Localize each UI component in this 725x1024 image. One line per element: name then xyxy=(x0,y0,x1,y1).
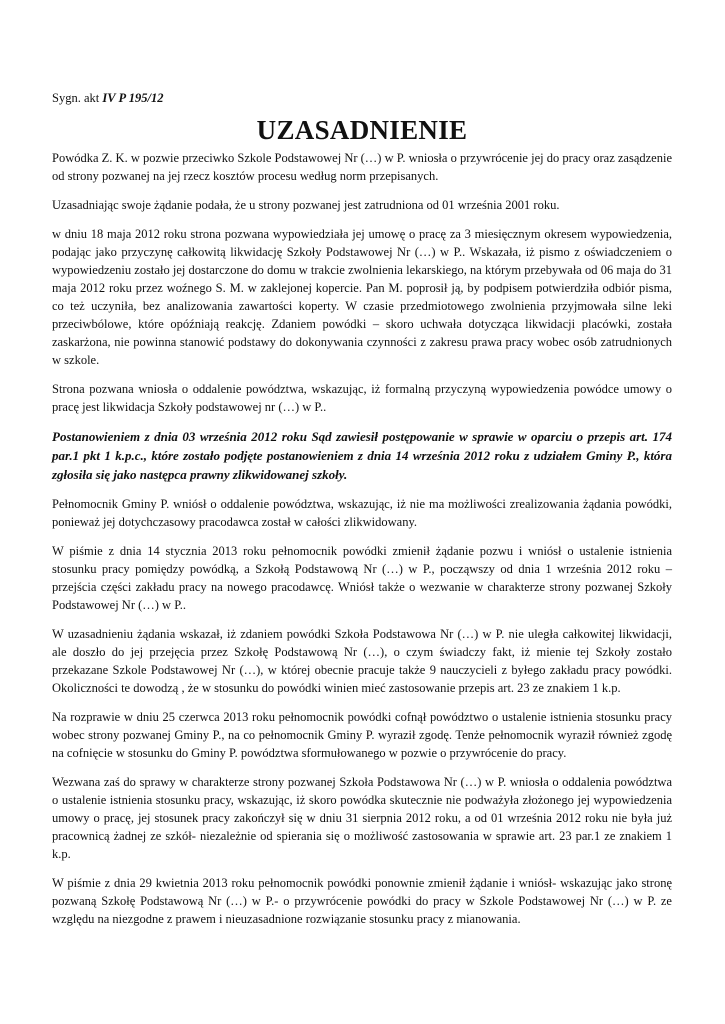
paragraph-termination: w dniu 18 maja 2012 roku strona pozwana wypowiedziała jej umowę o pracę za 3 miesięcznym okresem wypowiedzenia, podając jako przyczynę całkowitą likwidację Szkoły Podstawowej Nr (…) w P.. Wskazała, iż pismo z oświadczeniem o wypowiedzeniu zostało jej dostarczone do domu w trakcie zwolnienia lekarskiego, na którym przebywała od 06 maja do 31 maja 2012 roku przez woźnego S. M. w zaklejonej kopercie. Pan M. poprosił ją, by podpisem potwierdziła odbiór pisma, co też uczyniła, bez analizowania zawartości koperty. W czasie przedmiotowego zwolnienia przyjmowała silne leki przeciwbólowe, które opóźniają reakcję. Zdaniem powódki – skoro uchwała dotycząca likwidacji placówki, została zaskarżona, nie powinna stanowić podstawy do dokonywania czynności z zakresu prawa pracy wobec osób zatrudnionych w szkole. xyxy=(52,227,672,367)
paragraph-employment-date: Uzasadniając swoje żądanie podała, że u strony pozwanej jest zatrudniona od 01 września 2001 roku. xyxy=(52,198,560,212)
paragraph-june-hearing: Na rozprawie w dniu 25 czerwca 2013 roku pełnomocnik powódki cofnął powództwo o ustalenie istnienia stosunku pracy wobec strony pozwanej Gminy P., na co pełnomocnik Gminy P. wyraził zgodę. Tenże pełnomocnik wyraził również zgodę na cofnięcie w stosunku do Gminy P. powództwa sformułowanego w pozwie o przywrócenie do pracy. xyxy=(52,710,672,760)
paragraph-claim: Powódka Z. K. w pozwie przeciwko Szkole Podstawowej Nr (…) w P. wniosła o przywrócenie jej do pracy oraz zasądzenie od strony pozwanej na jej rzecz kosztów procesu według norm przepisanych. xyxy=(52,151,672,183)
paragraph-municipality-attorney: Pełnomocnik Gminy P. wniósł o oddalenie powództwa, wskazując, iż nie ma możliwości zrealizowania żądania powódki, ponieważ jej dotychczasowy pracodawca został w całości zlikwidowany. xyxy=(52,497,672,529)
paragraph-defendant-response: Strona pozwana wniosła o oddalenie powództwa, wskazując, iż formalną przyczyną wypowiedzenia powódce umowy o pracę jest likwidacja Szkoły podstawowej nr (…) w P.. xyxy=(52,382,672,414)
paragraph-justification: W uzasadnieniu żądania wskazał, iż zdaniem powódki Szkoła Podstawowa Nr (…) w P. nie uległa całkowitej likwidacji, ale doszło do jej przejęcia przez Szkołę Podstawową Nr (…), o czym świadczy fakt, iż mienie tej Szkoły zostało przekazane Szkole Podstawowej Nr (…), w której obecnie pracuje także 9 nauczycieli z byłego zakładu pracy powódki. Okoliczności te dowodzą , że w stosunku do powódki winien mieć zastosowanie przepis art. 23 ze znakiem 1 k.p. xyxy=(52,627,672,695)
paragraph-april-letter: W piśmie z dnia 29 kwietnia 2013 roku pełnomocnik powódki ponownie zmienił żądanie i wniósł- wskazując jako stronę pozwaną Szkołę Podstawową Nr (…) w P.- o przywrócenie powódki do pracy w Szkole Podstawowej Nr (…) w P. ze względu na niezgodne z prawem i nieuzasadnione rozwiązanie stosunku pracy z mianowania. xyxy=(52,876,672,926)
case-reference xyxy=(52,90,672,106)
paragraph-january-letter: W piśmie z dnia 14 stycznia 2013 roku pełnomocnik powódki zmienił żądanie pozwu i wniósł o ustalenie istnienia stosunku pracy pomiędzy powódką, a Szkołą Podstawową Nr (…) w P., począwszy od dnia 1 września 2012 roku – przejścia części zakładu pracy na nowego pracodawcę. Wniósł także o wezwanie w charakterze strony pozwanej Szkoły Podstawowej Nr (…) w P.. xyxy=(52,544,672,612)
paragraph-court-decision: Postanowieniem z dnia 03 września 2012 roku Sąd zawiesił postępowanie w sprawie w oparciu o przepis art. 174 par.1 pkt 1 k.p.c., które zostało podjęte postanowieniem z dnia 14 września 2012 roku z udziałem Gminy P., która zgłosiła się jako następca prawny zlikwidowanej szkoły. xyxy=(52,429,672,482)
document-title: UZASADNIENIE xyxy=(256,115,468,145)
document-page xyxy=(52,90,672,939)
paragraph-school-response: Wezwana zaś do sprawy w charakterze strony pozwanej Szkoła Podstawowa Nr (…) w P. wniosła o oddalenia powództwa o ustalenie istnienia stosunku pracy, wskazując, iż skoro powódka skutecznie nie podważyła złożonego jej wypowiedzenia umowy o pracę, jej stosunek pracy zakończył się w dniu 31 sierpnia 2012 roku, a od 01 września 2012 roku nie była już pracownicą żadnej ze szkół- niezależnie od spierania się o możliwość zastosowania w sprawie art. 23 par.1 ze znakiem 1 k.p. xyxy=(52,775,672,861)
case-reference-prefix: Sygn. akt xyxy=(52,91,103,105)
case-number: IV P 195/12 xyxy=(102,91,164,105)
